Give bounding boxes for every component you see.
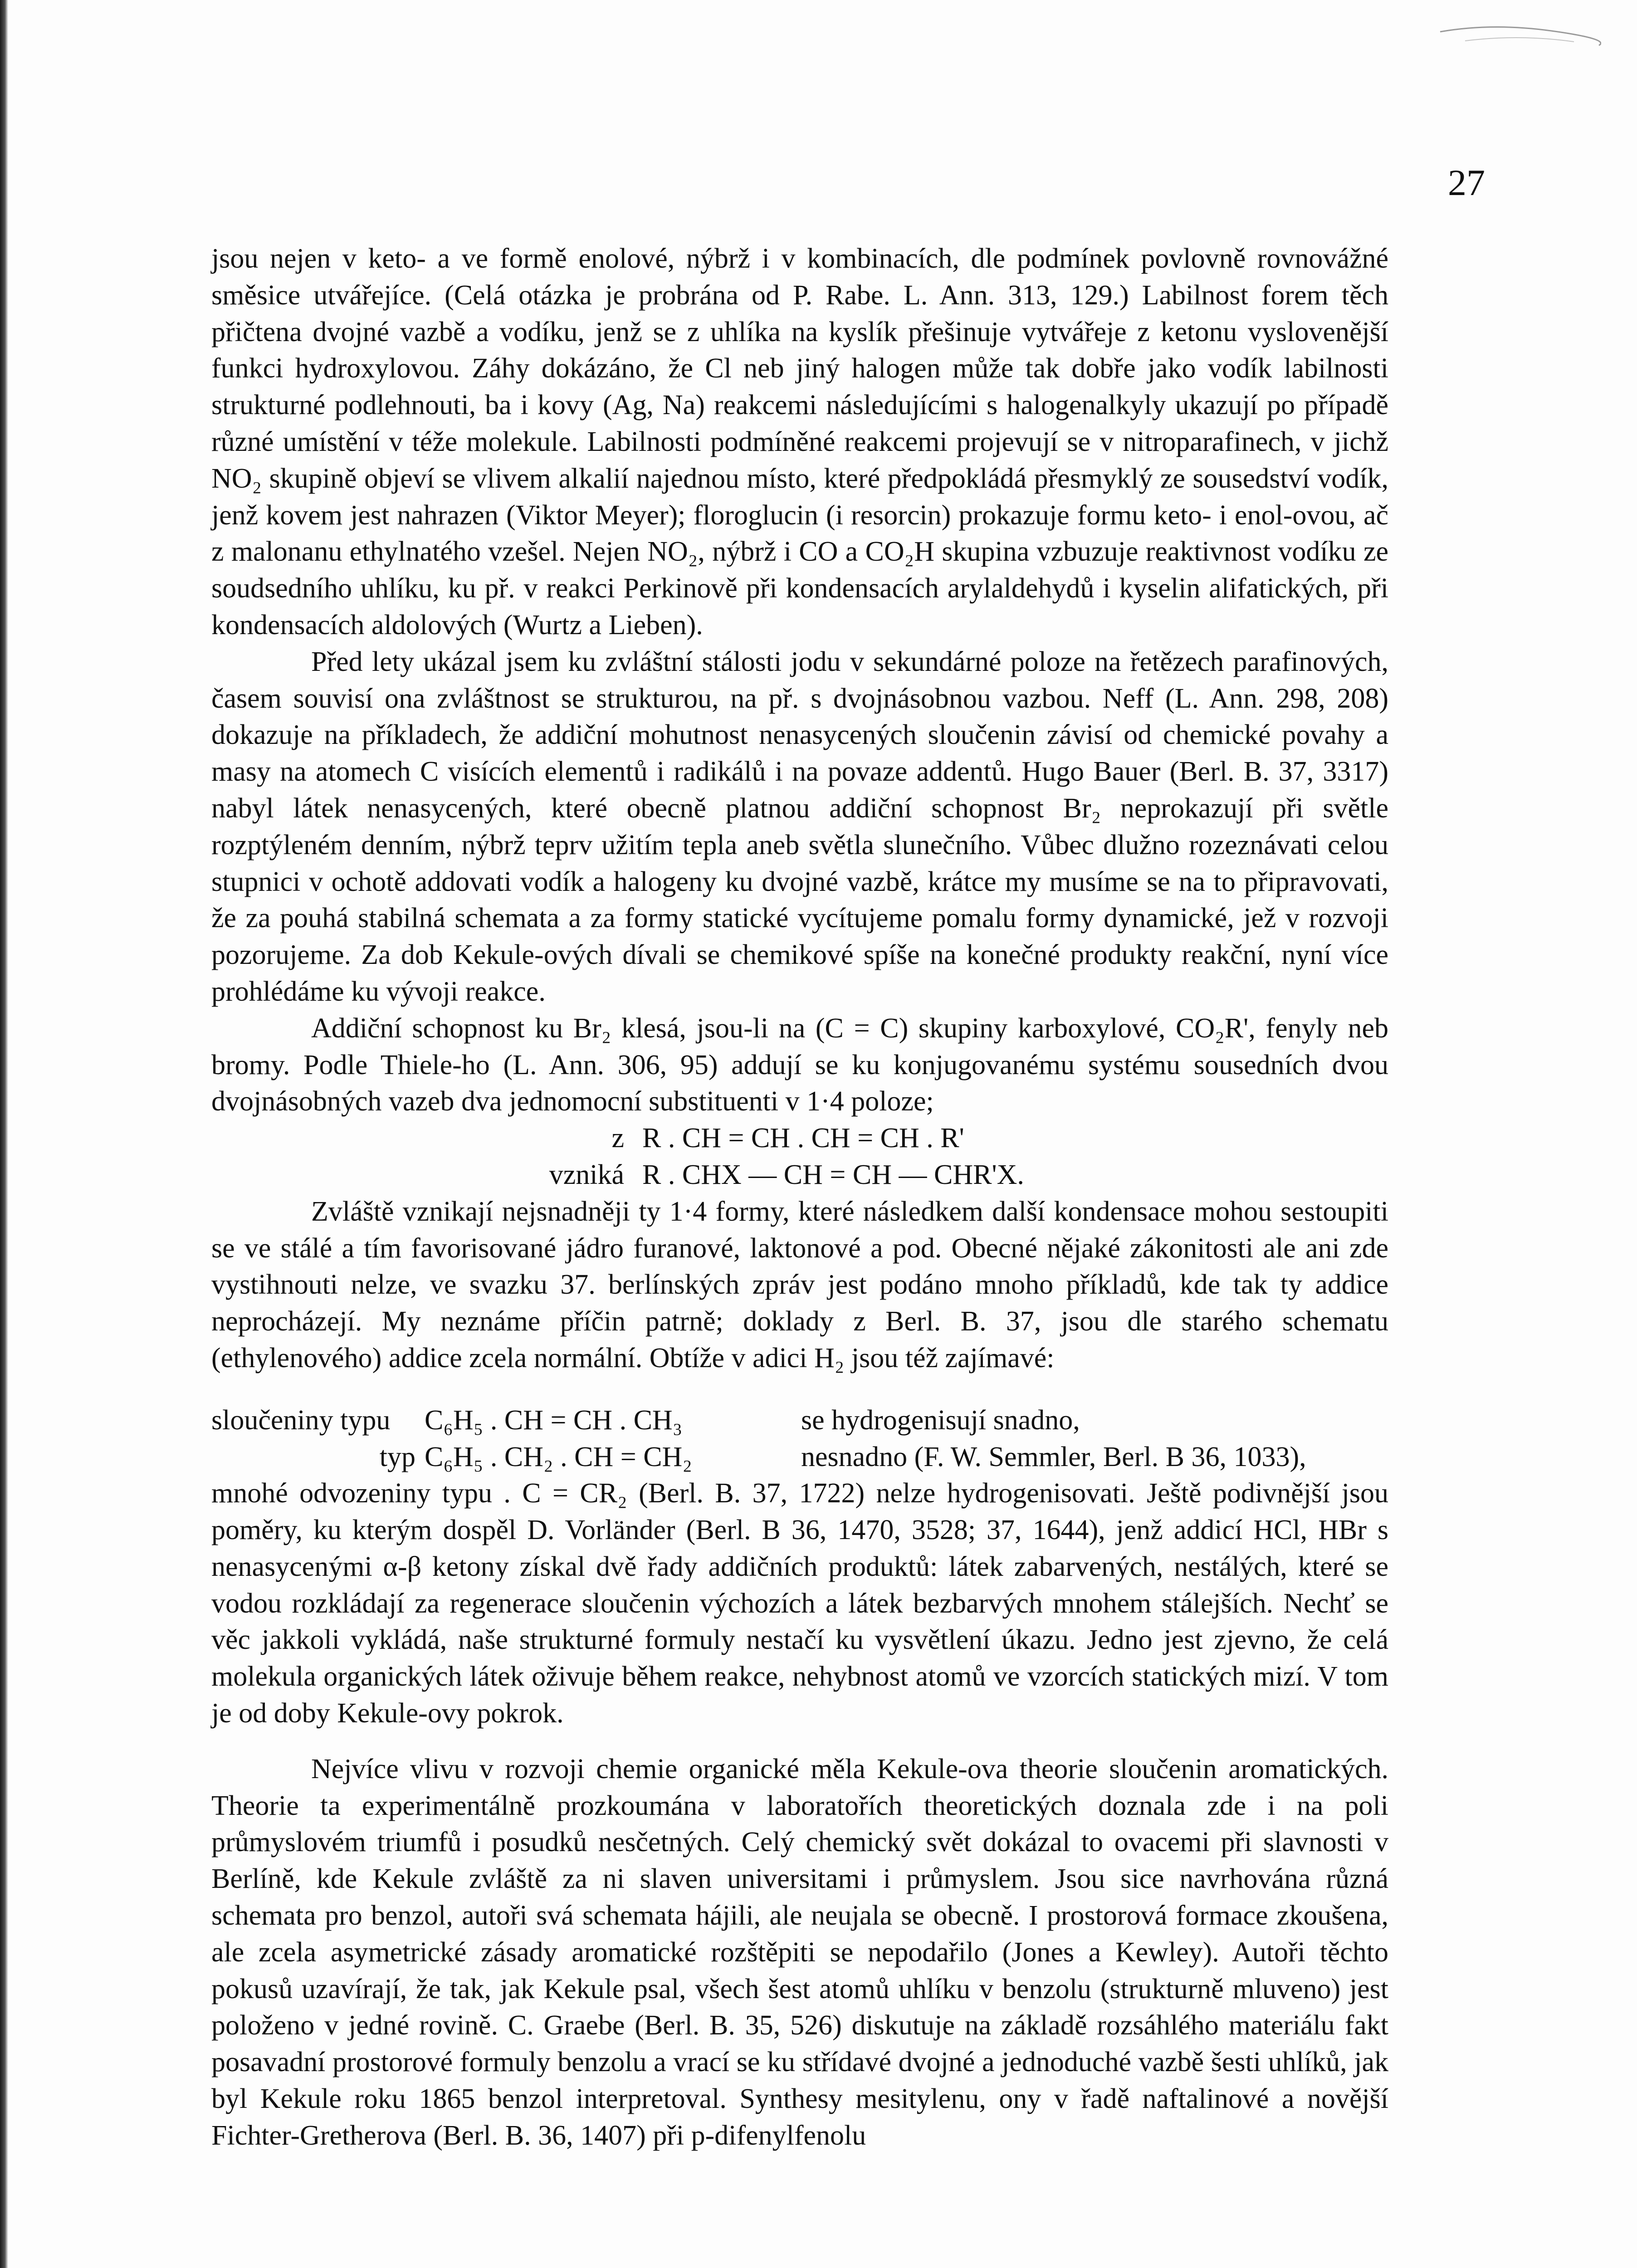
formula-lead: vzniká [549, 1159, 624, 1190]
body-text [211, 240, 1388, 2154]
paragraph-6: Nejvíce vlivu v rozvoji chemie organické měla Kekule-ova theorie sloučenin aromatických. Theorie ta experimentálně prozkoumána v laboratořích theoretických doznala zde i na poli průmyslovém triumfů i posudků nesčetných. Celý chemický svět dokázal to ovacemi při slavnosti v Berlíně, kde Kekule zvláště za ni slaven universitami i průmyslem. Jsou sice navrhována různá schemata pro benzol, autoři svá schemata hájili, ale neujala se obecně. I prostorová formace zkoušena, ale zcela asymetrické zásady aromatické rozštěpiti se nepodařilo (Jones a Kewley). Autoři těchto pokusů uzavírají, že tak, jak Kekule psal, všech šest atomů uhlíku v benzolu (strukturně mluveno) jest položeno v jedné rovině. C. Graebe (Berl. B. 35, 526) diskutuje na základě rozsáhlého materiálu fakt posavadní prostorové formuly benzolu a vrací se ku střídavé dvojné a jednoduché vazbě šesti uhlíků, jak byl Kekule roku 1865 benzol interpretoval. Synthesy mesitylenu, ony v řadě naftalinové a novější Fichter-Gretherova (Berl. B. 36, 1407) při p-difenylfenolu [211, 1753, 1388, 2151]
formula-lead: typ [379, 1441, 415, 1472]
formula-lead: z [611, 1123, 624, 1154]
formula-hydrogenation [211, 1402, 1388, 1476]
paragraph-3: Addiční schopnost ku Br₂ klesá, jsou-li na (C = C) skupiny karboxylové, CO₂R', fenyly neb bromy. Podle Thiele-ho (L. Ann. 306, 95) addují se ku konjugovanému systému sousedních dvou dvojnásobných vazeb dva jednomocní substituenti v 1·4 poloze; [211, 1012, 1388, 1117]
formula-expression: R . CHX — CH = CH — CHR'X. [642, 1159, 1024, 1190]
formula-expression: C₆H₅ . CH = CH . CH₃ [425, 1404, 683, 1436]
formula-expression: R . CH = CH . CH = CH . R' [642, 1123, 964, 1154]
page-number: 27 [1448, 162, 1485, 203]
paragraph-1: jsou nejen v keto- a ve formě enolové, nýbrž i v kombinacích, dle podmínek povlovně rovnovážné směsice utvářejíce. (Celá otázka je probrána od P. Rabe. L. Ann. 313, 129.) Labilnost forem těch přičtena dvojné vazbě a vodíku, jenž se z uhlíka na kyslík přešinuje vytvářeje z ketonu vyslovenější funkci hydroxylovou. Záhy dokázáno, že Cl neb jiný halogen může tak dobře jako vodík labilnosti strukturné podlehnouti, ba i kovy (Ag, Na) reakcemi následujícími s halogenalkyly ukazují po případě různé umístění v téže molekule. Labilnosti podmíněné reakcemi projevují se v nitroparafinech, v jichž NO₂ skupině objeví se vlivem alkalií najednou místo, které předpokládá přesmyklý ze sousedství vodík, jenž kovem jest nahrazen (Viktor Meyer); floroglucin (i resorcin) prokazuje formu keto- i enol-ovou, ač z malonanu ethylnatého vzešel. Nejen NO₂, nýbrž i CO a CO₂H skupina vzbuzuje reaktivnost vodíku ze soudsedního uhlíku, ku př. v reakci Perkinově při kondensacích arylaldehydů i kyselin alifatických, při kondensacích aldolových (Wurtz a Lieben). [211, 243, 1388, 640]
formula-row [211, 1120, 1388, 1157]
formula-expression: C₆H₅ . CH₂ . CH = CH₂ [425, 1441, 692, 1472]
paragraph-4: Zvláště vznikají nejsnadněji ty 1·4 formy, které následkem další kondensace mohou sestoupiti se ve stálé a tím favorisované jádro furanové, laktonové a pod. Obecné nějaké zákonitosti ale ani zde vystihnouti nelze, ve svazku 37. berlínských zpráv jest podáno mnoho příkladů, kde tak ty addice neprocházejí. My neznáme příčin patrně; doklady z Berl. B. 37, jsou dle starého schematu (ethylenového) addice zcela normální. Obtíže v adici H₂ jsou též zajímavé: [211, 1196, 1388, 1374]
paragraph-5: mnohé odvozeniny typu . C = CR₂ (Berl. B. 37, 1722) nelze hydrogenisovati. Ještě podivnější jsou poměry, ku kterým dospěl D. Vorländer (Berl. B 36, 1470, 3528; 37, 1644), jenž addicí HCl, HBr s nenasycenými α-β ketony získal dvě řady addičních produktů: látek zabarvených, nestálých, které se vodou rozkládají za regenerace sloučenin výchozích a látek bezbarvých mnohem stálejších. Nechť se věc jakkoli vykládá, naše strukturné formuly nestačí ku vysvětlení úkazu. Jedno jest zjevno, že celá molekula organických látek oživuje během reakce, nehybnost atomů ve vzorcích statických mizí. V tom je od doby Kekule-ovy pokrok. [211, 1478, 1388, 1729]
formula-row [211, 1439, 1388, 1476]
paragraph-2: Před lety ukázal jsem ku zvláštní stálosti jodu v sekundárné poloze na řetězech parafinových, časem souvisí ona zvláštnost se strukturou, na př. s dvojnásobnou vazbou. Neff (L. Ann. 298, 208) dokazuje na příkladech, že addiční mohutnost nenasycených sloučenin závisí od chemické povahy a masy na atomech C visících elementů i radikálů i na povaze addentů. Hugo Bauer (Berl. B. 37, 3317) nabyl látek nenasycených, které obecně platnou addiční schopnost Br₂ neprokazují při světle rozptýleném denním, nýbrž teprv užitím tepla aneb světla slunečního. Vůbec dlužno rozeznávati celou stupnici v ochotě addovati vodík a halogeny ku dvojné vazbě, krátce my musíme se na to připravovati, že za pouhá stabilná schemata a za formy statické vycítujeme pomalu formy dynamické, jež v rozvoji pozorujeme. Za dob Kekule-ových dívali se chemikové spíše na konečné produkty reakční, nyní více prohlédáme ku vývoji reakce. [211, 646, 1388, 1007]
scan-corner-mark [1438, 18, 1601, 50]
formula-row [211, 1157, 1388, 1193]
formula-lead: sloučeniny typu [211, 1404, 391, 1436]
formula-note: nesnadno (F. W. Semmler, Berl. B 36, 1033), [801, 1441, 1306, 1472]
formula-row [211, 1402, 1388, 1439]
binding-shadow [0, 0, 8, 2268]
formula-addition [211, 1120, 1388, 1193]
formula-note: se hydrogenisují snadno, [801, 1404, 1080, 1436]
